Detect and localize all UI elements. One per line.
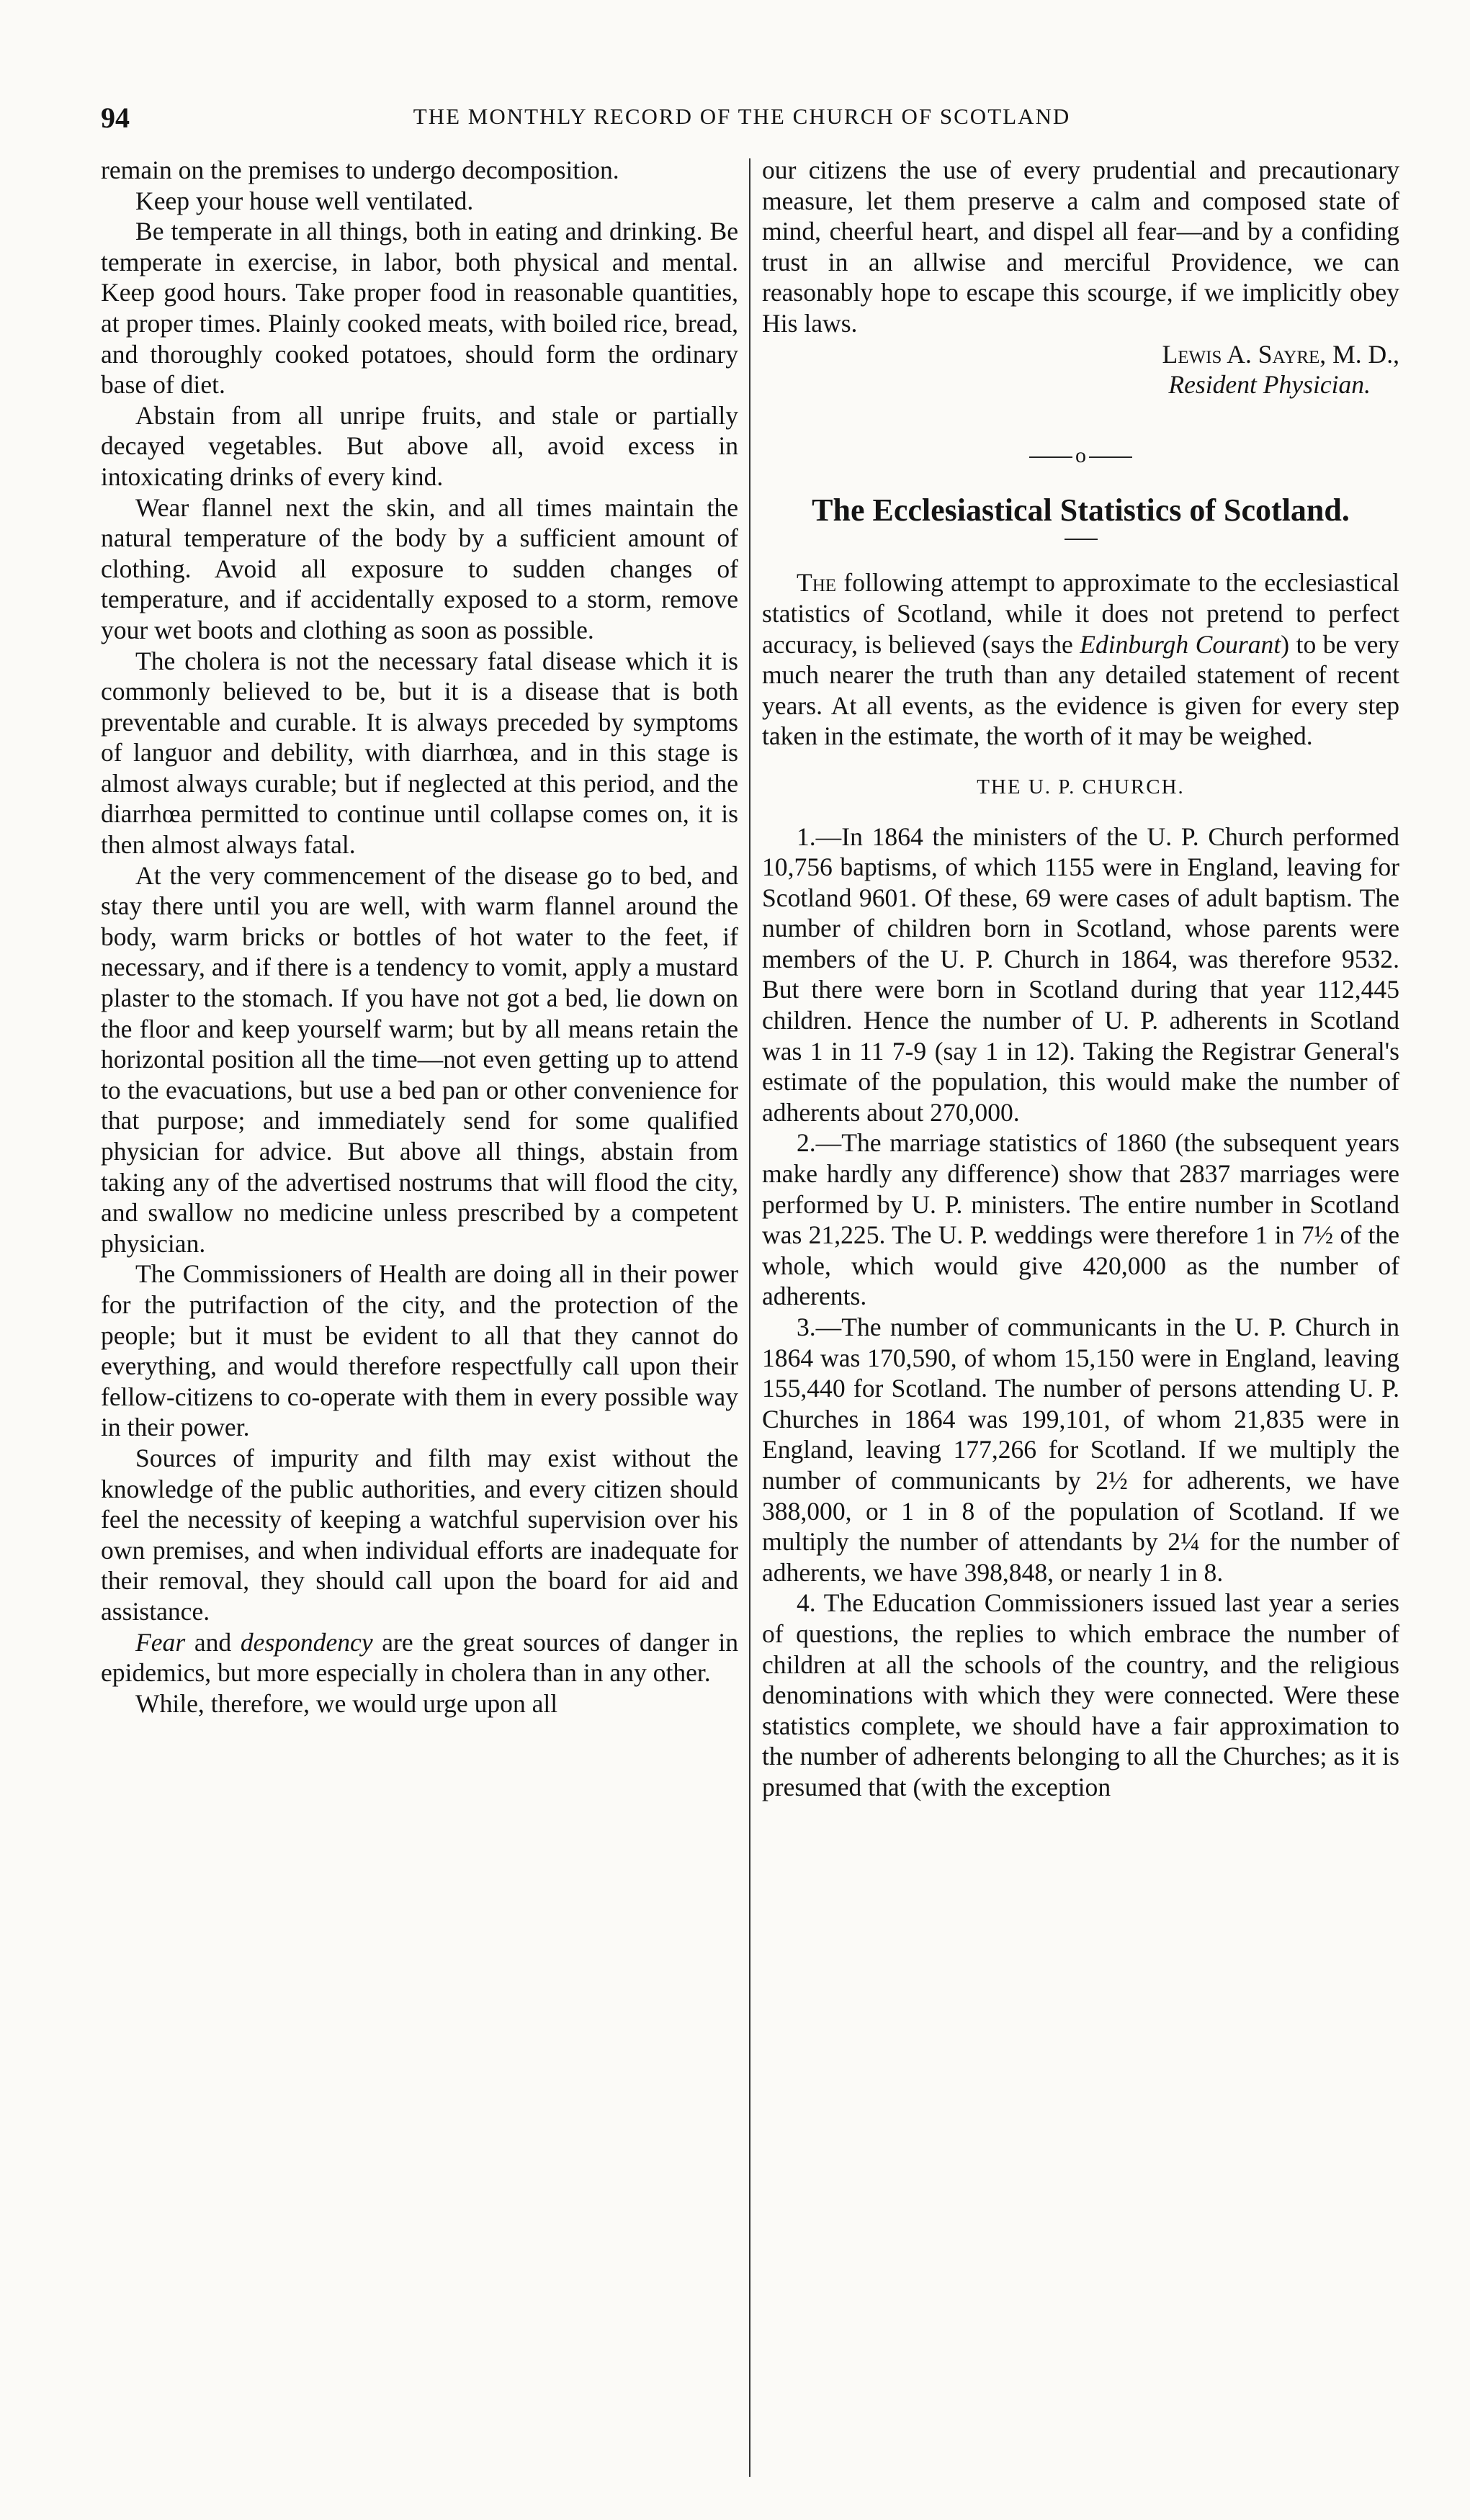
despondency-word: despondency (240, 1627, 373, 1657)
intro-text-end: ) to be very much nearer the truth than any detailed statement of recent years. At all events, as the evidence is given for every step taken in the estimate, the worth of it may be weighed. (762, 629, 1399, 751)
paragraph: At the very commencement of the disease go to bed, and stay there until you are well, with warm flannel around the body, warm bricks or bottles of hot water to the feet, if necessary, and if there is a tendency to vomit, apply a mustard plaster to the stomach. If you have not got a bed, lie down on the floor and keep yourself warm; but by all means retain the horizontal position all the time—not even getting up to attend to the evacuations, but use a bed pan or other convenience for that purpose; and immediately send for some qualified physician for advice. But above all things, abstain from taking any of the advertised nostrums that will flood the city, and swallow no medicine unless prescribed by a competent physician. (101, 860, 738, 1258)
fear-paragraph (101, 1627, 738, 1688)
section-divider (762, 441, 1399, 472)
article-title: The Ecclesiastical Statistics of Scotland. (812, 492, 1350, 528)
paragraph: remain on the premises to undergo decomposition. (101, 156, 619, 184)
fear-rest: are the great sources of danger in epidemics, but more especially in cholera than in any other. (101, 1627, 738, 1688)
numbered-paragraph: 2.—The marriage statistics of 1860 (the subsequent years make hardly any difference) show that 2837 marriages were performed by U. P. ministers. The entire number in Scotland was 21,225. The U. P. weddings were therefore 1 in 7½ of the whole, which would give 420,000 as the number of adherents. (762, 1128, 1399, 1311)
paragraph: The cholera is not the necessary fatal disease which it is commonly believed to be, but it is a disease that is both preventable and curable. It is always preceded by symptoms of languor and debility, with diarrhœa, and in this stage is almost always curable; but if neglected at this period, and the diarrhœa permitted to continue until collapse comes on, it is then almost always fatal. (101, 646, 738, 860)
intro-paragraph (762, 567, 1399, 752)
paragraph: Keep your house well ventilated. (135, 186, 474, 215)
right-column (762, 155, 1399, 2488)
continuation-paragraph: our citizens the use of every prudential and precautionary measure, let them preserve a calm and composed state of mind, cheerful heart, and dispel all fear—and by a confiding trust in an allwise and merciful Providence, we can reasonably hope to escape this scourge, if we implicitly obey His laws. (762, 156, 1399, 338)
and-word: and (185, 1627, 241, 1657)
left-column (101, 155, 738, 2488)
section-heading: THE U. P. CHURCH. (977, 775, 1185, 798)
divider-mark: o (1075, 443, 1086, 467)
paragraph: Sources of impurity and filth may exist without the knowledge of the public authorities, and every citizen should feel the necessity of keeping a watchful supervision over his own premises, and when individual efforts are inadequate for their removal, they should call upon the board for aid and assistance. (101, 1443, 738, 1626)
numbered-paragraph: 4. The Education Commissioners issued last year a series of questions, the replies to which embrace the number of children at all the schools of the country, and the religious denominations with which they were connected. Were these statistics complete, we should have a fair approximation to the number of adherents belonging to all the Churches; as it is presumed that (with the exception (762, 1588, 1399, 1801)
signature-title: Resident Physician. (1168, 370, 1371, 400)
numbered-paragraph: 1.—In 1864 the ministers of the U. P. Church performed 10,756 baptisms, of which 1155 were in England, leaving for Scotland 9601. Of these, 69 were cases of adult baptism. The number of children born in Scotland, whose parents were members of the U. P. Church in 1864, was therefore 9532. But there were born in Scotland during that year 112,445 children. Hence the number of U. P. adherents in Scotland was 1 in 11 7-9 (say 1 in 12). Taking the Registrar General's estimate of the population, this would make the number of adherents about 270,000. (762, 822, 1399, 1127)
page-number: 94 (101, 102, 130, 134)
title-rule (1065, 539, 1098, 540)
signature-name: Lewis A. Sayre, M. D., (1162, 339, 1399, 369)
paragraph: While, therefore, we would urge upon all (135, 1688, 558, 1718)
intro-lead: The (797, 568, 837, 598)
fear-word: Fear (135, 1627, 186, 1657)
running-title: THE MONTHLY RECORD OF THE CHURCH OF SCOTLAND (413, 104, 1071, 129)
paragraph: Abstain from all unripe fruits, and stale or partially decayed vegetables. But above all, avoid excess in intoxicating drinks of every kind. (101, 400, 738, 491)
paragraph: Wear flannel next the skin, and all times maintain the natural temperature of the body by a sufficient amount of clothing. Avoid all exposure to sudden changes of temperature, and if accidentally exposed to a storm, remove your wet boots and clothing as soon as possible. (101, 492, 738, 644)
numbered-paragraph: 3.—The number of communicants in the U. P. Church in 1864 was 170,590, of whom 15,150 were in England, leaving 155,440 for Scotland. The number of persons attending U. P. Churches in 1864 was 199,101, of whom 21,835 were in England, leaving 177,266 for Scotland. If we multiply the number of communicants by 2½ for adherents, we have 388,000, or 1 in 8 of the population of Scotland. If we multiply the number of attendants by 2¼ for the number of adherents, we have 398,848, or nearly 1 in 8. (762, 1313, 1399, 1587)
intro-text: following attempt to approximate to the ecclesiastical statistics of Scotland, while it does not pretend to perfect accuracy, is believed (says the (762, 568, 1399, 659)
newspaper-name: Edinburgh Courant (1080, 629, 1281, 659)
page-header (101, 101, 1383, 144)
column-rule (749, 158, 750, 2477)
signature (762, 339, 1399, 400)
paragraph: Be temperate in all things, both in eating and drinking. Be temperate in exercise, in labor, both physical and mental. Keep good hours. Take proper food in reasonable quantities, at proper times. Plainly cooked meats, with boiled rice, bread, and thoroughly cooked potatoes, should form the ordinary base of diet. (101, 217, 738, 400)
paragraph: The Commissioners of Health are doing all in their power for the putrifaction of the city, and the protection of the people; but it must be evident to all that they cannot do everything, and would therefore respectfully call upon their fellow-citizens to co-operate with them in every possible way in their power. (101, 1259, 738, 1442)
